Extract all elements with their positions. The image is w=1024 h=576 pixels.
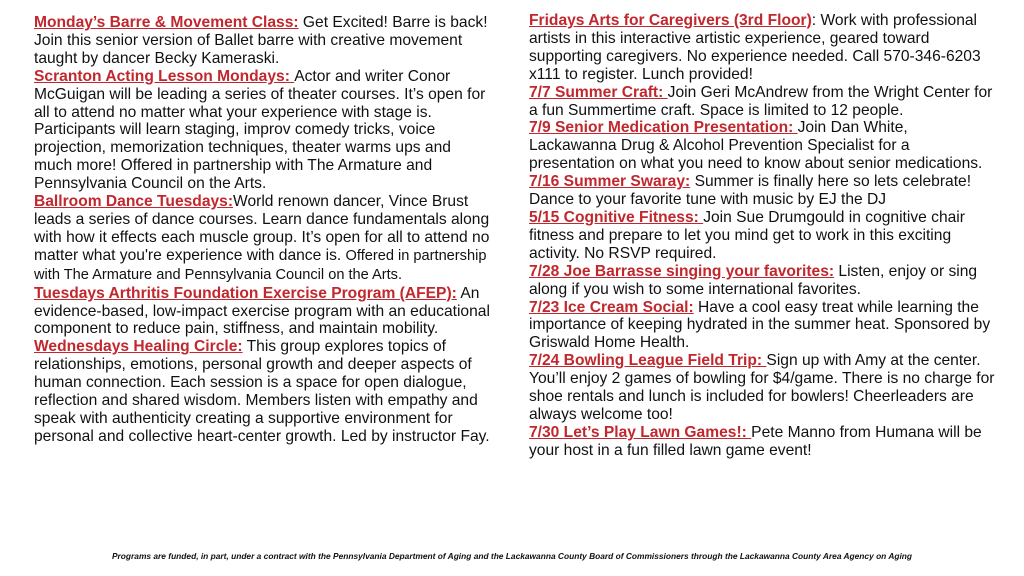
program-entry-ice-cream [529,299,999,353]
program-title: 5/15 Cognitive Fitness: [529,208,704,226]
program-entry-ballroom [34,193,492,285]
program-title: 7/23 Ice Cream Social: [529,298,694,316]
right-column [529,12,999,460]
program-entry-afep [34,285,492,339]
program-description: Join Dan White, Lackawanna Drug & Alcohol Prevention Specialist for a presentation on what you need to know about senior medications. [529,119,983,173]
program-description: : Work with professional artists in this interactive artistic experience, geared toward supporting caregivers. No experience needed. Call 570-346-6203 x111 to register. Lunch provided! [529,12,981,83]
program-title: Wednesdays Healing Circle: [34,338,243,356]
program-entry-swaray [529,173,999,209]
program-entry-barre [34,14,492,68]
program-entry-joe-barrasse [529,263,999,299]
program-description: World renown dancer, Vince Brust leads a series of dance courses. Learn dance fundamentals along with how it effects each muscle group. It’s open for all to attend no matter what you're experience with dance is. [34,193,490,264]
program-title: Monday’s Barre & Movement Class: [34,14,299,31]
program-title: 7/9 Senior Medication Presentation: [529,119,798,137]
program-title: Tuesdays Arthritis Foundation Exercise Program (AFEP): [34,284,457,302]
program-entry-cognitive-fitness [529,209,999,263]
program-entry-medication [529,119,999,173]
program-entry-lawn-games [529,424,999,460]
program-description: Get Excited! Barre is back! Join this senior version of Ballet barre with creative movement taught by dancer Becky Kameraski. [34,14,488,67]
program-title: Fridays Arts for Caregivers (3rd Floor) [529,12,812,29]
program-description: Pete Manno from Humana will be your host in a fun filled lawn game event! [529,423,982,459]
program-title: 7/7 Summer Craft: [529,83,668,101]
program-title: 7/30 Let’s Play Lawn Games!: [529,423,752,441]
program-title: Ballroom Dance Tuesdays: [34,193,234,211]
program-title: 7/28 Joe Barrasse singing your favorites: [529,262,835,280]
program-description: Summer is finally here so lets celebrate! Dance to your favorite tune with music by EJ the DJ [529,173,972,209]
program-entry-acting [34,68,492,193]
program-entry-summer-craft [529,84,999,120]
program-title: Scranton Acting Lesson Mondays: [34,67,295,85]
program-description: Actor and writer Conor McGuigan will be leading a series of theater courses. It’s open for all to attend no matter what your experience with stage is. Participants will learn staging, improv comedy tricks, voice projection, memorization techniques, theater warms ups and much more! Offered in partnership with The Armature and Pennsylvania Council on the Arts. [34,67,486,193]
program-description: Join Geri McAndrew from the Wright Center for a fun Summertime craft. Space is limited to 12 people. [529,83,993,119]
left-column [34,14,492,446]
program-description-partnership: Offered in partnership with The Armature and Pennsylvania Council on the Arts. [34,247,487,283]
program-title: 7/24 Bowling League Field Trip: [529,352,767,370]
program-description: An evidence-based, low-impact exercise program with an educational component to reduce pain, stiffness, and maintain mobility. [34,284,490,338]
program-description: Have a cool easy treat while learning the importance of keeping hydrated in the summer heat. Sponsored by Griswald Home Health. [529,298,991,352]
program-description: Listen, enjoy or sing along if you wish to some international favorites. [529,262,978,298]
program-entry-healing-circle [34,338,492,445]
program-title: 7/16 Summer Swaray: [529,173,691,191]
program-entry-arts-caregivers [529,12,999,84]
program-description: Join Sue Drumgould in cognitive chair fitness and prepare to let you mind get to work in this exciting activity. No RSVP required. [529,208,965,262]
funding-footer: Programs are funded, in part, under a contract with the Pennsylvania Department of Aging and the Lackawanna County Board of Commissioners through the Lackawanna County Area Agency on Aging [111,551,913,561]
program-description: This group explores topics of relationships, emotions, personal growth and deeper aspects of human connection. Each session is a space for open dialogue, reflection and shared wisdom. Members listen with empathy and speak with authenticity creating a supportive environment for personal and collective heart-center growth. Led by instructor Fay. [34,338,490,445]
program-description: Sign up with Amy at the center. You’ll enjoy 2 games of bowling for $4/game. There is no charge for shoe rentals and lunch is included for bowlers! Cheerleaders are always welcome too! [529,352,995,423]
program-entry-bowling [529,352,999,424]
